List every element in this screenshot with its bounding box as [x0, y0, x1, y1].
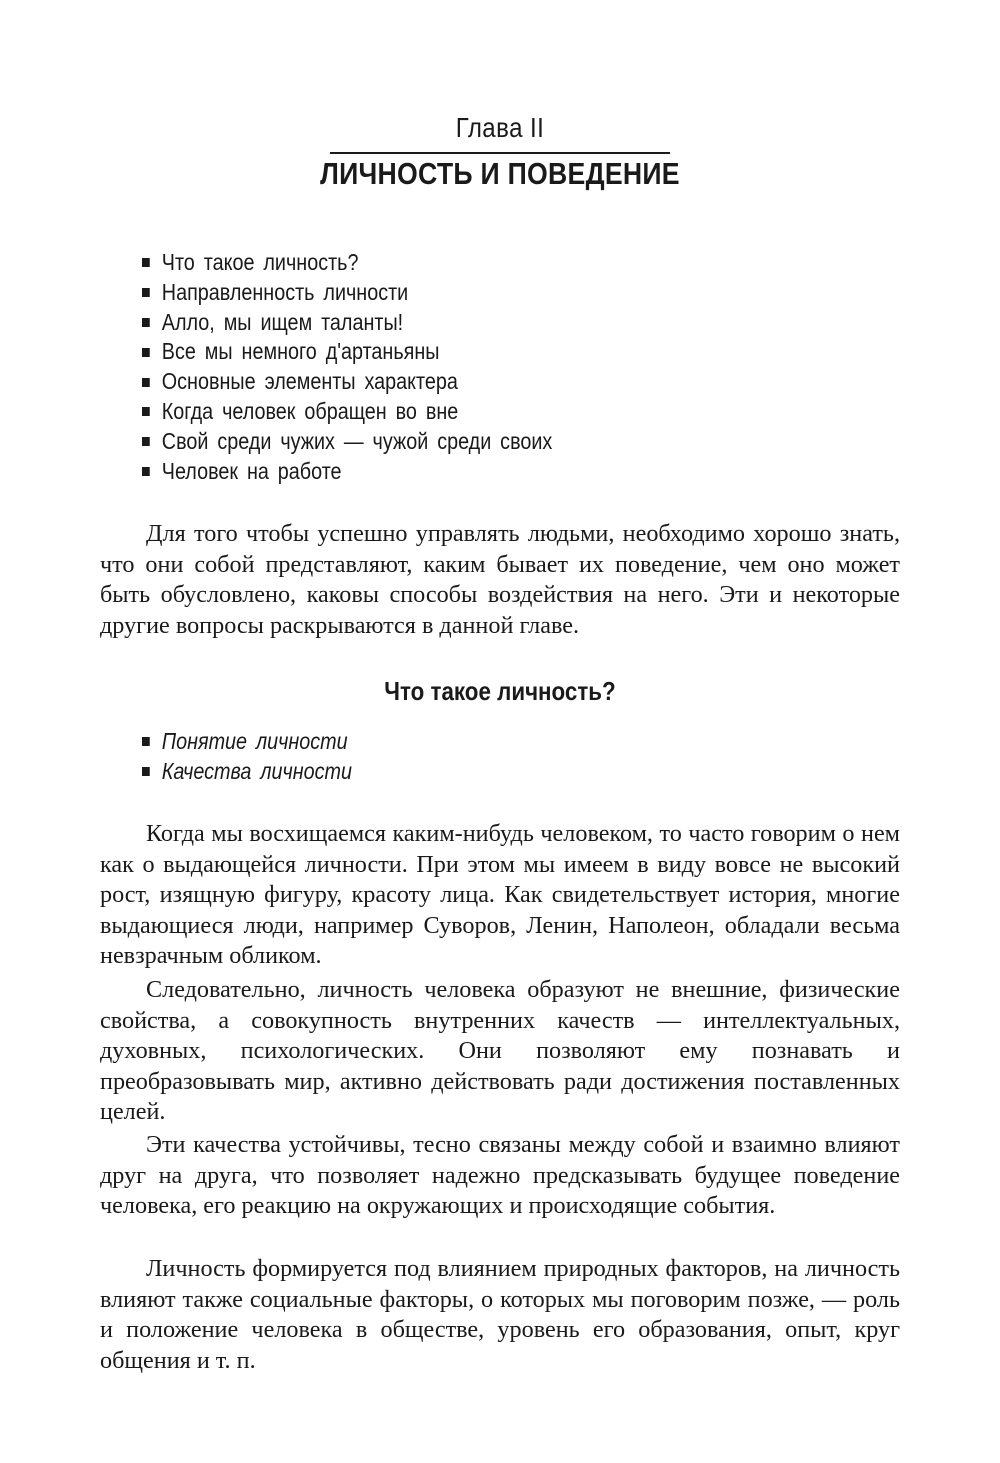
- body-paragraph: Эти качества устойчивы, тесно связаны между собой и взаимно влияют друг на друга, что позволяет надежно предсказывать будущее поведение человека, его реакцию на окружающих и происходящие события.: [100, 1131, 900, 1219]
- body-paragraph: Личность формируется под влиянием природных факторов, на личность влияют также социальные факторы, о которых мы поговорим позже, — роль и положение человека в обществе, уровень его образования, опыт, круг общения и т. п.: [100, 1255, 900, 1374]
- square-bullet-icon: [142, 767, 150, 776]
- section-title: Что такое личность?: [384, 676, 616, 706]
- square-bullet-icon: [142, 318, 150, 327]
- chapter-label: Глава II: [455, 112, 545, 143]
- contents-item: Все мы немного д'артаньяны: [142, 337, 552, 367]
- contents-item: Основные элементы характера: [142, 367, 552, 397]
- contents-item: Направленность личности: [142, 278, 552, 308]
- square-bullet-icon: [142, 737, 150, 746]
- square-bullet-icon: [142, 467, 150, 476]
- chapter-title: ЛИЧНОСТЬ И ПОВЕДЕНИЕ: [320, 156, 680, 191]
- body-paragraph: Следовательно, личность человека образуют не внешние, физические свойства, а совокупность внутренних качеств — интеллектуальных, духовных, психологических. Они позволяют ему познавать и преобразовывать мир, активно действовать ради достижения поставленных целей.: [100, 976, 900, 1125]
- chapter-contents-list: [142, 248, 552, 486]
- contents-item: Что такое личность?: [142, 248, 552, 278]
- contents-item: Когда человек обращен во вне: [142, 397, 552, 427]
- square-bullet-icon: [142, 437, 150, 446]
- intro-paragraph: Для того чтобы успешно управлять людьми, необходимо хорошо знать, что они собой представляют, каким бывает их поведение, чем оно может быть обусловлено, каковы способы воздействия на него. Эти и некоторые другие вопросы раскрываются в данной главе.: [100, 520, 900, 639]
- contents-item: Алло, мы ищем таланты!: [142, 308, 552, 338]
- square-bullet-icon: [142, 348, 150, 357]
- square-bullet-icon: [142, 258, 150, 267]
- square-bullet-icon: [142, 288, 150, 297]
- body-paragraph: Когда мы восхищаемся каким-нибудь человеком, то часто говорим о нем как о выдающейся личности. При этом мы имеем в виду вовсе не высокий рост, изящную фигуру, красоту лица. Как свидетельствует история, многие выдающиеся люди, например Суворов, Ленин, Наполеон, обладали весьма невзрачным обликом.: [100, 820, 900, 969]
- contents-item: Свой среди чужих — чужой среди своих: [142, 427, 552, 457]
- section-subtopics-list: [142, 727, 352, 787]
- square-bullet-icon: [142, 378, 150, 387]
- square-bullet-icon: [142, 407, 150, 416]
- subtopic-item: Понятие личности: [142, 727, 352, 757]
- subtopic-item: Качества личности: [142, 757, 352, 787]
- chapter-rule: [330, 152, 670, 154]
- contents-item: Человек на работе: [142, 457, 552, 487]
